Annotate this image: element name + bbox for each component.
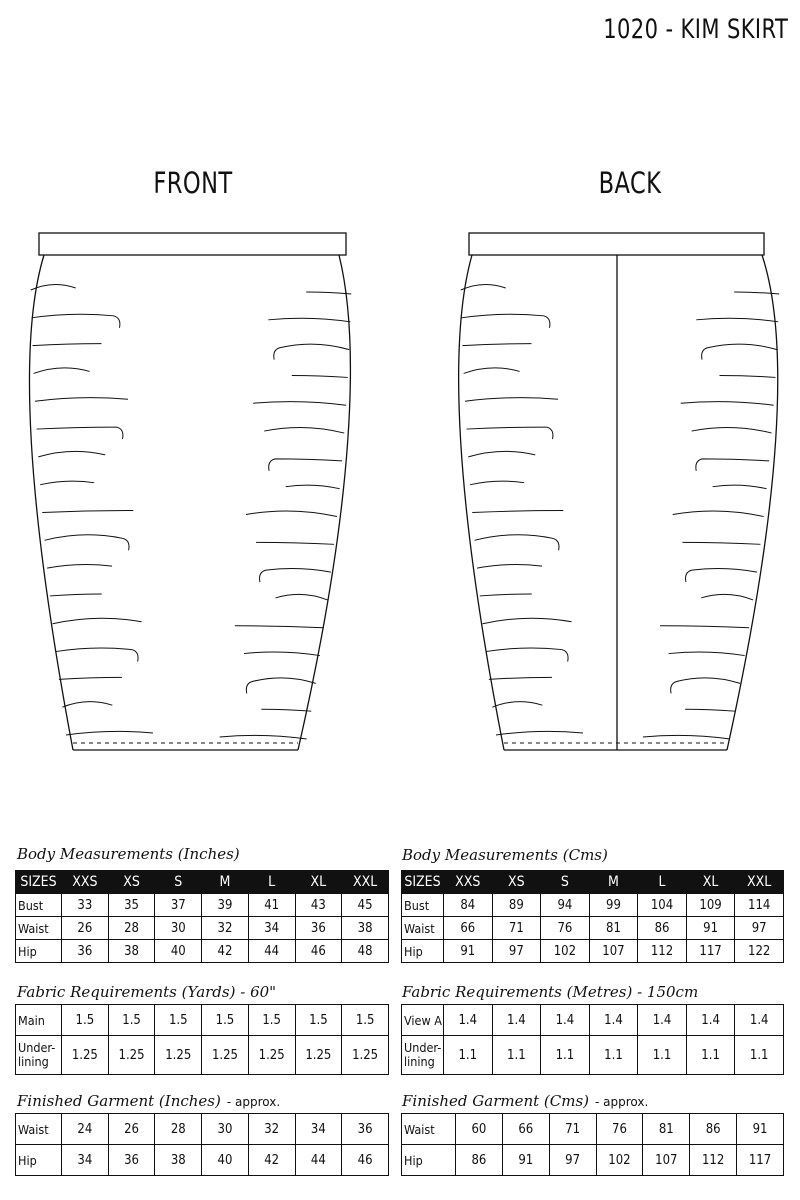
back-view-label: BACK xyxy=(598,166,662,200)
size-header-m: M xyxy=(202,871,249,894)
body-measurements-cms-table xyxy=(401,870,784,963)
table-cell: 1.1 xyxy=(686,1036,735,1075)
finished-garment-cms-title xyxy=(402,1092,648,1110)
table-cell: 102 xyxy=(596,1145,643,1176)
back-left-side-seam xyxy=(459,255,504,750)
table-cell: 36 xyxy=(295,917,342,940)
finished-garment-cms-table xyxy=(401,1113,784,1176)
table-cell: 37 xyxy=(155,894,202,917)
ruching-stroke xyxy=(465,398,558,402)
table-cell: 1.25 xyxy=(108,1036,155,1075)
ruching-stroke xyxy=(244,652,320,656)
table-cell: 30 xyxy=(155,917,202,940)
fabric-requirements-yards-title: Fabric Requirements (Yards) - 60" xyxy=(17,983,277,1001)
table-cell: 1.25 xyxy=(342,1036,389,1075)
table-cell: 40 xyxy=(202,1145,249,1176)
front-ruching-lines xyxy=(31,284,352,739)
table-row xyxy=(16,917,389,940)
table-cell: 34 xyxy=(248,917,295,940)
size-header-row xyxy=(402,871,784,894)
row-label: Bust xyxy=(402,894,444,917)
table-cell: 42 xyxy=(248,1145,295,1176)
ruching-stroke xyxy=(462,344,531,346)
table-cell: 117 xyxy=(686,940,735,963)
row-label: Bust xyxy=(16,894,62,917)
size-header-xl: XL xyxy=(295,871,342,894)
ruching-stroke xyxy=(492,702,542,708)
approx-note: - approx. xyxy=(595,1095,649,1109)
sizes-header: SIZES xyxy=(16,871,62,894)
ruching-stroke xyxy=(264,428,344,434)
sizes-header: SIZES xyxy=(402,871,444,894)
ruching-stroke xyxy=(220,735,307,739)
table-cell: 66 xyxy=(444,917,493,940)
table-cell: 1.5 xyxy=(155,1005,202,1036)
finished-garment-inches-heading: Finished Garment (Inches) xyxy=(17,1092,221,1110)
ruching-stroke xyxy=(246,678,315,694)
table-cell: 39 xyxy=(202,894,249,917)
table-cell: 91 xyxy=(444,940,493,963)
ruching-stroke xyxy=(468,451,535,457)
table-cell: 46 xyxy=(295,940,342,963)
table-cell: 26 xyxy=(108,1114,155,1145)
table-cell: 1.5 xyxy=(202,1005,249,1036)
approx-note: - approx. xyxy=(226,1095,281,1109)
ruching-stroke xyxy=(31,314,119,328)
table-cell: 1.5 xyxy=(342,1005,389,1036)
table-cell: 1.1 xyxy=(589,1036,638,1075)
table-cell: 35 xyxy=(108,894,155,917)
ruching-stroke xyxy=(59,677,122,679)
ruching-stroke xyxy=(671,678,740,694)
table-row xyxy=(16,1114,389,1145)
row-label: Under- lining xyxy=(16,1036,62,1075)
table-cell: 60 xyxy=(456,1114,503,1145)
table-row xyxy=(402,917,784,940)
row-label: Waist xyxy=(16,1114,62,1145)
table-cell: 76 xyxy=(541,917,590,940)
front-left-side-seam xyxy=(29,255,73,750)
table-cell: 1.25 xyxy=(155,1036,202,1075)
table-row xyxy=(16,940,389,963)
ruching-stroke xyxy=(306,292,351,294)
table-cell: 38 xyxy=(108,940,155,963)
ruching-stroke xyxy=(685,709,735,711)
table-cell: 33 xyxy=(62,894,109,917)
ruching-stroke xyxy=(701,594,753,600)
ruching-stroke xyxy=(269,459,342,471)
row-label: Hip xyxy=(402,940,444,963)
fabric-requirements-yards-table xyxy=(15,1004,389,1075)
ruching-stroke xyxy=(34,368,90,374)
ruching-stroke xyxy=(38,451,105,457)
finished-garment-inches-table xyxy=(15,1113,389,1176)
table-cell: 84 xyxy=(444,894,493,917)
table-cell: 97 xyxy=(492,940,541,963)
ruching-stroke xyxy=(660,626,749,628)
finished-garment-cms-heading: Finished Garment (Cms) xyxy=(402,1092,590,1110)
table-cell: 81 xyxy=(589,917,638,940)
table-cell: 107 xyxy=(589,940,638,963)
ruching-stroke xyxy=(47,565,112,569)
table-cell: 48 xyxy=(342,940,389,963)
table-row xyxy=(16,894,389,917)
ruching-stroke xyxy=(464,368,520,374)
table-cell: 1.5 xyxy=(62,1005,109,1036)
size-header-xs: XS xyxy=(492,871,541,894)
table-cell: 36 xyxy=(62,940,109,963)
ruching-stroke xyxy=(643,735,730,739)
table-cell: 1.4 xyxy=(735,1005,784,1036)
table-cell: 44 xyxy=(248,940,295,963)
table-cell: 112 xyxy=(638,940,687,963)
ruching-stroke xyxy=(35,398,128,402)
table-cell: 86 xyxy=(638,917,687,940)
ruching-stroke xyxy=(461,284,506,290)
body-measurements-inches-table xyxy=(15,870,389,963)
table-cell: 1.5 xyxy=(248,1005,295,1036)
row-label: Waist xyxy=(16,917,62,940)
table-row xyxy=(402,1114,784,1145)
table-cell: 1.4 xyxy=(638,1005,687,1036)
ruching-stroke xyxy=(734,292,779,294)
table-cell: 34 xyxy=(62,1145,109,1176)
table-cell: 91 xyxy=(686,917,735,940)
table-cell: 71 xyxy=(492,917,541,940)
back-waistband xyxy=(469,233,764,255)
document-title: 1020 - KIM SKIRT xyxy=(602,14,788,45)
row-label: Waist xyxy=(402,1114,456,1145)
ruching-stroke xyxy=(246,511,337,517)
ruching-stroke xyxy=(274,344,349,360)
table-cell: 38 xyxy=(342,917,389,940)
size-header-xxl: XXL xyxy=(735,871,784,894)
table-cell: 97 xyxy=(735,917,784,940)
front-skirt-drawing xyxy=(29,233,351,750)
size-header-s: S xyxy=(155,871,202,894)
table-cell: 1.4 xyxy=(444,1005,493,1036)
table-cell: 107 xyxy=(643,1145,690,1176)
table-cell: 94 xyxy=(541,894,590,917)
ruching-stroke xyxy=(32,344,101,346)
table-cell: 91 xyxy=(737,1114,784,1145)
ruching-stroke xyxy=(292,375,348,377)
size-header-l: L xyxy=(248,871,295,894)
ruching-stroke xyxy=(256,542,334,544)
ruching-stroke xyxy=(40,481,94,485)
front-right-side-seam xyxy=(298,255,350,750)
table-cell: 46 xyxy=(342,1145,389,1176)
table-cell: 36 xyxy=(108,1145,155,1176)
ruching-stroke xyxy=(37,427,123,439)
ruching-stroke xyxy=(461,314,549,328)
table-cell: 1.4 xyxy=(492,1005,541,1036)
table-cell: 102 xyxy=(541,940,590,963)
size-header-s: S xyxy=(541,871,590,894)
table-cell: 1.1 xyxy=(638,1036,687,1075)
table-cell: 114 xyxy=(735,894,784,917)
ruching-stroke xyxy=(31,284,76,290)
row-label: Hip xyxy=(402,1145,456,1176)
ruching-stroke xyxy=(42,511,133,513)
size-header-xxl: XXL xyxy=(342,871,389,894)
table-cell: 38 xyxy=(155,1145,202,1176)
size-header-xl: XL xyxy=(686,871,735,894)
row-label: Hip xyxy=(16,1145,62,1176)
ruching-stroke xyxy=(253,402,346,406)
ruching-stroke xyxy=(62,702,112,708)
table-cell: 97 xyxy=(549,1145,596,1176)
table-cell: 1.25 xyxy=(202,1036,249,1075)
ruching-stroke xyxy=(720,375,776,377)
ruching-stroke xyxy=(696,459,769,471)
ruching-stroke xyxy=(470,481,524,485)
table-cell: 109 xyxy=(686,894,735,917)
table-cell: 122 xyxy=(735,940,784,963)
table-row xyxy=(402,1005,784,1036)
table-row xyxy=(402,1036,784,1075)
ruching-stroke xyxy=(260,569,331,583)
ruching-stroke xyxy=(50,594,102,596)
table-cell: 1.25 xyxy=(295,1036,342,1075)
table-cell: 1.1 xyxy=(541,1036,590,1075)
ruching-stroke xyxy=(472,511,563,513)
ruching-stroke xyxy=(669,652,745,656)
ruching-stroke xyxy=(475,535,559,551)
table-cell: 76 xyxy=(596,1114,643,1145)
table-row xyxy=(16,1145,389,1176)
table-cell: 89 xyxy=(492,894,541,917)
table-cell: 81 xyxy=(643,1114,690,1145)
table-cell: 40 xyxy=(155,940,202,963)
ruching-stroke xyxy=(496,731,583,735)
table-cell: 104 xyxy=(638,894,687,917)
ruching-stroke xyxy=(45,535,129,551)
table-cell: 112 xyxy=(690,1145,737,1176)
row-label: Main xyxy=(16,1005,62,1036)
size-header-xxs: XXS xyxy=(62,871,109,894)
body-measurements-inches-title: Body Measurements (Inches) xyxy=(17,845,240,863)
ruching-stroke xyxy=(286,485,340,489)
table-cell: 91 xyxy=(502,1145,549,1176)
front-view-label: FRONT xyxy=(153,166,233,200)
ruching-stroke xyxy=(235,626,324,628)
table-cell: 42 xyxy=(202,940,249,963)
back-skirt-drawing xyxy=(459,233,780,750)
table-cell: 44 xyxy=(295,1145,342,1176)
ruching-stroke xyxy=(686,569,757,583)
size-header-l: L xyxy=(638,871,687,894)
table-cell: 66 xyxy=(502,1114,549,1145)
ruching-stroke xyxy=(66,731,153,735)
ruching-stroke xyxy=(673,511,764,517)
table-row xyxy=(402,1145,784,1176)
ruching-stroke xyxy=(702,344,777,360)
table-cell: 1.25 xyxy=(248,1036,295,1075)
ruching-stroke xyxy=(696,318,778,322)
ruching-stroke xyxy=(682,542,760,544)
body-measurements-cms-title: Body Measurements (Cms) xyxy=(402,846,608,864)
table-cell: 36 xyxy=(342,1114,389,1145)
table-cell: 1.1 xyxy=(444,1036,493,1075)
ruching-stroke xyxy=(480,594,532,596)
table-cell: 32 xyxy=(202,917,249,940)
table-row xyxy=(16,1005,389,1036)
front-waistband xyxy=(39,233,346,255)
table-cell: 1.5 xyxy=(295,1005,342,1036)
back-ruching-lines xyxy=(461,284,779,739)
table-cell: 1.4 xyxy=(686,1005,735,1036)
ruching-stroke xyxy=(483,618,572,624)
table-cell: 28 xyxy=(155,1114,202,1145)
table-cell: 1.1 xyxy=(735,1036,784,1075)
table-row xyxy=(16,1036,389,1075)
table-cell: 43 xyxy=(295,894,342,917)
ruching-stroke xyxy=(261,709,311,711)
ruching-stroke xyxy=(486,648,568,662)
table-cell: 28 xyxy=(108,917,155,940)
table-cell: 30 xyxy=(202,1114,249,1145)
row-label: Under- lining xyxy=(402,1036,444,1075)
table-row xyxy=(402,894,784,917)
fabric-requirements-metres-title: Fabric Requirements (Metres) - 150cm xyxy=(402,983,699,1001)
fabric-requirements-metres-table xyxy=(401,1004,784,1075)
ruching-stroke xyxy=(692,428,772,434)
table-cell: 32 xyxy=(248,1114,295,1145)
size-header-xs: XS xyxy=(108,871,155,894)
ruching-stroke xyxy=(56,648,138,662)
back-right-side-seam xyxy=(727,255,778,750)
table-cell: 86 xyxy=(456,1145,503,1176)
ruching-stroke xyxy=(713,485,767,489)
ruching-stroke xyxy=(276,594,328,600)
ruching-stroke xyxy=(477,565,542,569)
table-cell: 41 xyxy=(248,894,295,917)
ruching-stroke xyxy=(681,402,774,406)
table-cell: 71 xyxy=(549,1114,596,1145)
table-cell: 1.4 xyxy=(589,1005,638,1036)
size-header-xxs: XXS xyxy=(444,871,493,894)
table-cell: 117 xyxy=(737,1145,784,1176)
row-label: Hip xyxy=(16,940,62,963)
table-cell: 1.4 xyxy=(541,1005,590,1036)
ruching-stroke xyxy=(268,318,350,322)
ruching-stroke xyxy=(467,427,553,439)
table-cell: 99 xyxy=(589,894,638,917)
table-cell: 1.5 xyxy=(108,1005,155,1036)
finished-garment-inches-title xyxy=(17,1092,280,1110)
ruching-stroke xyxy=(53,618,142,624)
row-label: Waist xyxy=(402,917,444,940)
table-cell: 26 xyxy=(62,917,109,940)
table-cell: 1.1 xyxy=(492,1036,541,1075)
table-cell: 45 xyxy=(342,894,389,917)
table-cell: 86 xyxy=(690,1114,737,1145)
ruching-stroke xyxy=(489,677,552,679)
size-header-row xyxy=(16,871,389,894)
table-cell: 34 xyxy=(295,1114,342,1145)
size-header-m: M xyxy=(589,871,638,894)
table-cell: 1.25 xyxy=(62,1036,109,1075)
row-label: View A xyxy=(402,1005,444,1036)
table-row xyxy=(402,940,784,963)
table-cell: 24 xyxy=(62,1114,109,1145)
